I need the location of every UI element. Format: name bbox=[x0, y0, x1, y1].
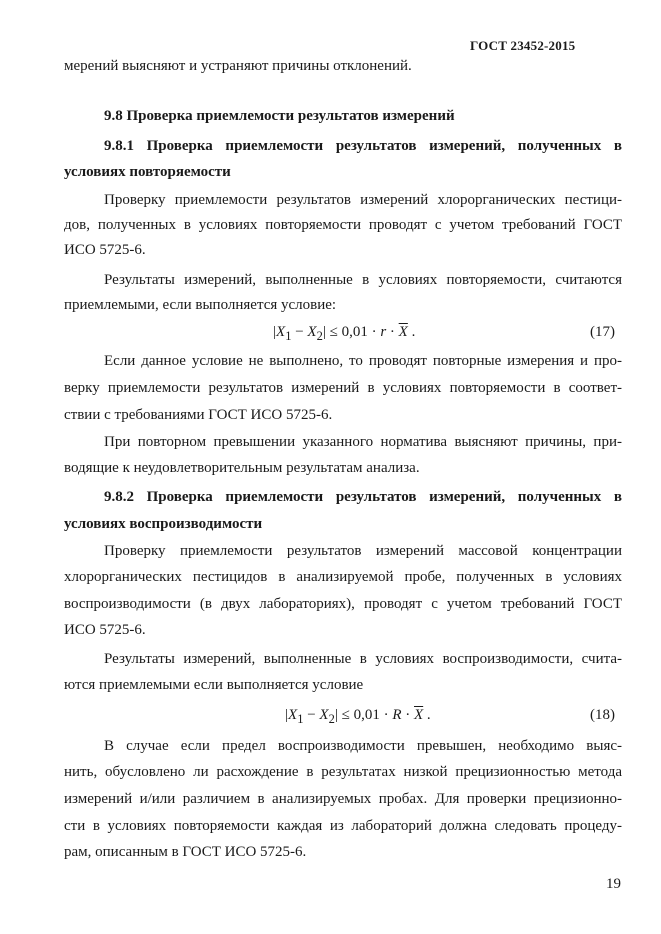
text-line: мерений выясняют и устраняют причины отклонений. bbox=[64, 58, 412, 74]
paragraph-line: ИСО 5725-6. bbox=[64, 242, 146, 258]
paragraph-line: сти в условиях повторяемости каждая из лабораторий должна следовать процеду- bbox=[64, 818, 622, 834]
equation-number-17: (17) bbox=[590, 324, 615, 340]
formula-18: $|X_1 - X_2| \le 0,01 \cdot R \cdot \overline{X}$ . bbox=[285, 707, 431, 726]
paragraph-line: дов, полученных в условиях повторяемости проводят с учетом требований ГОСТ bbox=[64, 217, 622, 233]
paragraph-line: хлорорганических пестицидов в анализируемой пробе, полученных в условиях bbox=[64, 569, 622, 585]
paragraph-line: измерений и/или различием в анализируемых пробах. Для проверки прецизионно- bbox=[64, 791, 622, 807]
paragraph-line: ствии с требованиями ГОСТ ИСО 5725-6. bbox=[64, 407, 333, 423]
document-code: ГОСТ 23452-2015 bbox=[470, 38, 576, 53]
paragraph-line: Проверку приемлемости результатов измерений хлорорганических пестици- bbox=[104, 192, 622, 208]
formula-17: $|X_1 - X_2| \le 0,01 \cdot r \cdot \overline{X}$ . bbox=[273, 324, 416, 343]
paragraph-line: нить, обусловлено ли расхождение в результатах низкой прецизионностью метода bbox=[64, 764, 622, 780]
page-number: 19 bbox=[606, 876, 621, 892]
paragraph-line: ются приемлемыми если выполняется условие bbox=[64, 677, 364, 693]
paragraph-line: Результаты измерений, выполненные в условиях повторяемости, считаются bbox=[104, 272, 622, 288]
paragraph-line: верку приемлемости результатов измерений в условиях повторяемости в соответ- bbox=[64, 380, 622, 396]
paragraph-line: Если данное условие не выполнено, то проводят повторные измерения и про- bbox=[104, 353, 622, 369]
equation-number-18: (18) bbox=[590, 707, 615, 723]
paragraph-line: Результаты измерений, выполненные в условиях воспроизводимости, счита- bbox=[104, 651, 622, 667]
paragraph-line: приемлемыми, если выполняется условие: bbox=[64, 297, 337, 313]
paragraph-line: воспроизводимости (в двух лабораториях), проводят с учетом требований ГОСТ bbox=[64, 596, 622, 612]
paragraph-line: ИСО 5725-6. bbox=[64, 622, 146, 638]
section-heading-9-8: 9.8 Проверка приемлемости результатов измерений bbox=[104, 108, 455, 124]
paragraph-line: водящие к неудовлетворительным результатам анализа. bbox=[64, 460, 420, 476]
subsection-heading-9-8-2-cont: условиях воспроизводимости bbox=[64, 516, 263, 532]
paragraph-line: В случае если предел воспроизводимости превышен, необходимо выяс- bbox=[104, 738, 622, 754]
paragraph-line: При повторном превышении указанного норматива выясняют причины, при- bbox=[104, 434, 622, 450]
subsection-heading-9-8-2: 9.8.2 Проверка приемлемости результатов измерений, полученных в bbox=[104, 489, 622, 505]
subsection-heading-9-8-1: 9.8.1 Проверка приемлемости результатов измерений, полученных в bbox=[104, 138, 622, 154]
paragraph-line: Проверку приемлемости результатов измерений массовой концентрации bbox=[104, 543, 622, 559]
subsection-heading-9-8-1-cont: условиях повторяемости bbox=[64, 164, 231, 180]
paragraph-line: рам, описанным в ГОСТ ИСО 5725-6. bbox=[64, 844, 307, 860]
